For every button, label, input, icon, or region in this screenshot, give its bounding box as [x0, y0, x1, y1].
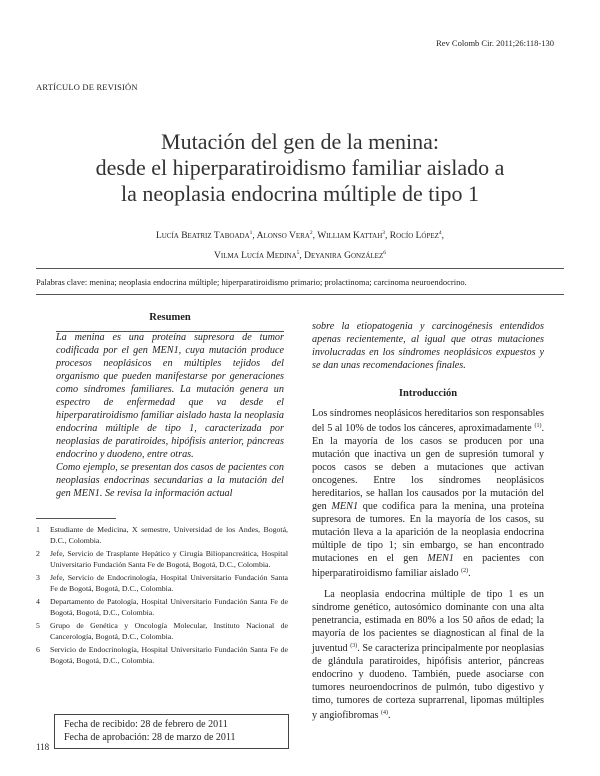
- intro-text: .: [388, 710, 391, 721]
- abstract-continuation: sobre la etiopatogenia y carcinogénesis entendidos apenas recientemente, al igual que otras mutaciones involucradas en los síndromes neoplásicos expuestos y se dan unas recomendaciones finales.: [312, 321, 544, 371]
- gene-name: MEN1: [331, 501, 359, 512]
- author-separator: ,: [441, 231, 445, 241]
- footnote-number: 2: [36, 549, 40, 558]
- author-name: Alonso Vera: [256, 231, 310, 241]
- citation-mark: (3): [350, 643, 358, 649]
- journal-reference: Rev Colomb Cir. 2011;26:118-130: [436, 38, 554, 48]
- footnote-number: 1: [36, 525, 40, 534]
- author-name: William Kattah: [317, 231, 383, 241]
- author-line-1: [36, 225, 564, 245]
- citation-mark: (2): [461, 568, 469, 574]
- intro-text: en pacientes con hiperparatiroidismo familiar aislado: [312, 553, 544, 579]
- approved-date: Fecha de aprobación: 28 de marzo de 2011: [64, 732, 236, 743]
- intro-text: . En la mayoría de los casos se producen por una mutación que inactiva un gen de supresión tumoral y pocos casos se deben a mutaciones que activan oncogenes. Entre los síndromes neoplásicos hereditarios, se hallan los causados por la mutación del gen: [312, 423, 545, 512]
- footnote-text: Jefe, Servicio de Endocrinología, Hospital Universitario Fundación Santa Fe de Bogotá, Bogotá, D.C., Colombia.: [50, 573, 288, 593]
- author-affiliation-mark: 3: [382, 230, 386, 236]
- author-affiliation-mark: 4: [438, 230, 442, 236]
- citation-mark: (1): [534, 423, 542, 429]
- title-line-2: desde el hiperparatiroidismo familiar aislado a: [95, 155, 505, 180]
- footnote-text: Servicio de Endocrinología, Hospital Universitario Fundación Santa Fe de Bogotá, Bogotá, D.C., Colombia.: [50, 645, 288, 665]
- footnote-text: Jefe, Servicio de Trasplante Hepático y Cirugía Biliopancreática, Hospital Universitario Fundación Santa Fe de Bogotá, Bogotá, D.C., Colombia.: [50, 549, 288, 569]
- footnote-item: [36, 596, 288, 618]
- author-affiliation-mark: 1: [249, 230, 253, 236]
- author-affiliation-mark: 6: [383, 250, 386, 256]
- footnote-text: Grupo de Genética y Oncología Molecular, Instituto Nacional de Cancerología, Bogotá, D.C., Colombia.: [50, 621, 288, 641]
- title-line-3: la neoplasia endocrina múltiple de tipo 1: [120, 181, 479, 206]
- keywords-bottom-rule: [36, 294, 564, 295]
- affiliation-footnotes: [36, 524, 288, 668]
- abstract-heading: Resumen: [149, 312, 191, 323]
- intro-text: .: [468, 568, 471, 579]
- section-label: ARTÍCULO DE REVISIÓN: [36, 82, 138, 92]
- footnote-number: 3: [36, 573, 40, 582]
- author-separator: ,: [385, 231, 390, 241]
- page-number: 118: [36, 742, 50, 752]
- keywords-top-rule: [36, 268, 564, 269]
- introduction-paragraph-1: [312, 407, 544, 580]
- footnote-item: [36, 644, 288, 666]
- intro-text: que codifica para la menina, una proteína supresora de tumores. En la mayoría de los casos, su mutación lleva a la aparición de la neoplasia endocrina múltiple de tipo 1; sin embargo, se han encontrado mutaciones en el gen: [312, 501, 545, 564]
- gene-name: MEN1: [427, 553, 454, 564]
- footnote-text: Estudiante de Medicina, X semestre, Universidad de los Andes, Bogotá, D.C., Colombia.: [50, 525, 288, 545]
- footnote-item: [36, 572, 288, 594]
- footnote-item: [36, 524, 288, 546]
- footnote-number: 5: [36, 621, 40, 630]
- footnote-number: 6: [36, 645, 40, 654]
- footnote-text: Departamento de Patología, Hospital Universitario Fundación Santa Fe de Bogotá, Bogotá, D.C., Colombia.: [50, 597, 288, 617]
- citation-mark: (4): [381, 710, 389, 716]
- intro-text: La neoplasia endocrina múltiple de tipo 1 es un síndrome genético, autosómico dominante con una alta penetrancia, estimada en 80% a los 50 años de edad; la mayoría de los pacientes se diagnostican al final de la juventud: [312, 589, 544, 654]
- author-separator: ,: [299, 251, 305, 261]
- author-line-2: [36, 245, 564, 265]
- author-list: [36, 225, 564, 265]
- title-line-1: Mutación del gen de la menina:: [161, 129, 439, 154]
- keywords: Palabras clave: menina; neoplasia endocrina múltiple; hiperparatiroidismo primario; prolactinoma; carcinoma neuroendocrino.: [36, 277, 467, 287]
- author-separator: ,: [252, 231, 257, 241]
- intro-text: . Se caracteriza principalmente por neoplasias de glándula paratiroides, hipófisis anterior, páncreas endocrino y duodeno. También, puede asociarse con tumores neuroendocrinos de pulmón, tubo digestivo y timo, tumores de corteza suprarrenal, lipomas múltiples y angiofibromas: [312, 643, 545, 721]
- author-affiliation-mark: 5: [296, 250, 300, 256]
- author-affiliation-mark: 2: [309, 230, 313, 236]
- footnote-number: 4: [36, 597, 40, 606]
- author-name: Lucía Beatriz Taboada: [155, 231, 250, 241]
- author-name: Vilma Lucía Medina: [214, 251, 297, 261]
- abstract-paragraph-2: Como ejemplo, se presentan dos casos de pacientes con neoplasias endocrinas secundarias a la mutación del gen MEN1. Se revisa la información actual: [56, 462, 284, 499]
- dates-box: [54, 714, 289, 749]
- article-title: [36, 129, 564, 207]
- footnote-item: [36, 548, 288, 570]
- author-separator: ,: [312, 231, 318, 241]
- intro-text: Los síndromes neoplásicos hereditarios son responsables del 5 al 10% de todos los cánceres, aproximadamente: [312, 408, 544, 434]
- received-date: Fecha de recibido: 28 de febrero de 2011: [64, 719, 228, 730]
- footnote-item: [36, 620, 288, 642]
- author-name: Rocío López: [389, 231, 439, 241]
- footnote-rule: [36, 518, 116, 519]
- introduction-heading: Introducción: [398, 388, 458, 399]
- introduction-paragraph-2: [312, 588, 544, 722]
- abstract-paragraph-1: La menina es una proteína supresora de tumor codificada por el gen MEN1, cuya mutación produce procesos neoplásicos en múltiples tejidos del organismo que pueden manifestarse por generaciones como síndromes familiares. La mutación genera un espectro de enfermedad que va desde el hiperparatiroidismo familiar aislado hasta la neoplasia endocrina múltiple de tipo 1, caracterizada por neoplasias de paratiroides, hipófisis anterior, páncreas endocrino y duodeno, entre otras.: [56, 332, 284, 460]
- author-name: Deyanira González: [304, 251, 384, 261]
